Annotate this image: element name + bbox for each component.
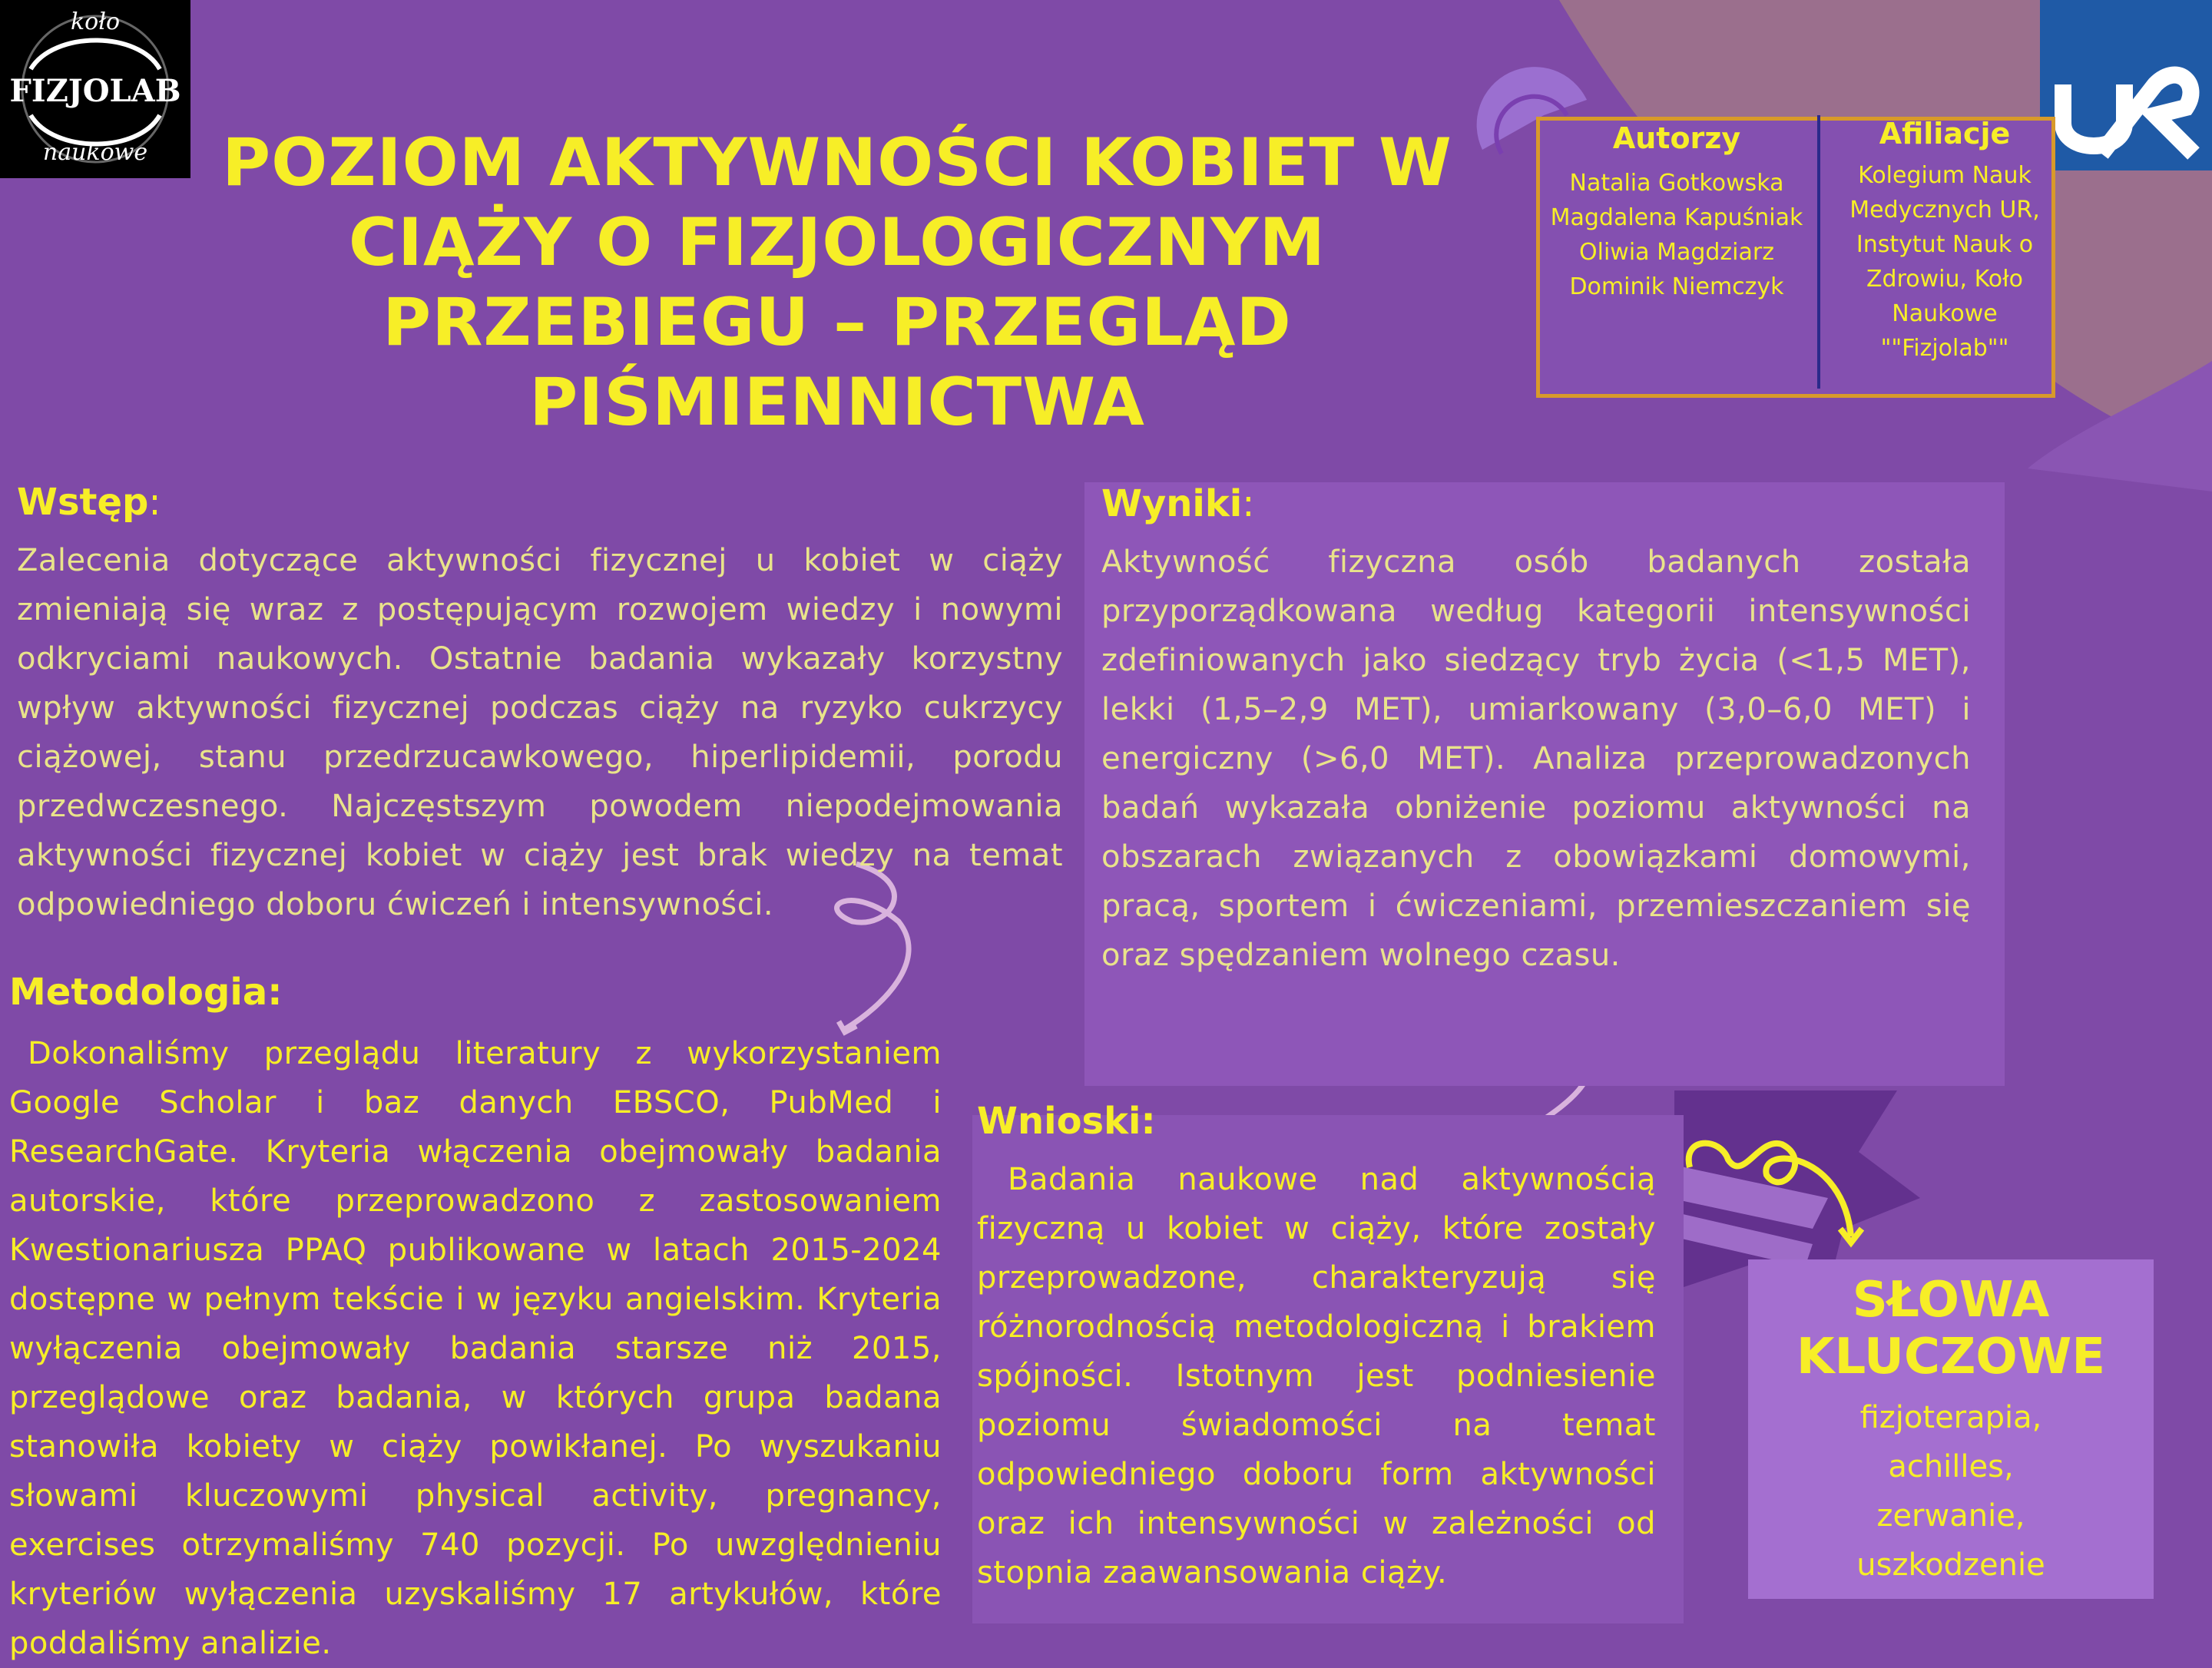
metodologia-heading: Metodologia: (9, 971, 283, 1014)
wyniki-text: Aktywność fizyczna osób badanych została przyporządkowana według kategorii intensywności zdefiniowanych jako siedzący tryb życia (<1,5 MET), lekki (1,5–2,9 MET), umiarkowany (3,0–6,0 MET) i energiczny (>6,0 MET). Analiza przeprowadzonych badań wykazała obniżenie poziomu aktywności na obszarach związanych z obowiązkami domowymi, pracą, sportem i ćwiczeniami, przemieszczaniem się oraz spędzaniem wolnego czasu. (1101, 544, 1971, 973)
affiliation-line: ""Fizjolab"" (1880, 335, 2009, 362)
affiliation-line: Naukowe (1892, 300, 1998, 327)
affiliation-line: Kolegium Nauk (1858, 162, 2032, 189)
keywords-heading (1748, 1272, 2154, 1385)
wnioski-heading: Wnioski: (977, 1100, 1156, 1143)
wstep-heading: Wstęp: (17, 481, 161, 524)
logo-text-main: FIZJOLAB (9, 73, 181, 109)
fizjolab-logo-art (0, 0, 190, 178)
author-name: Magdalena Kapuśniak (1550, 204, 1803, 231)
wyniki-heading-label: Wyniki (1101, 482, 1243, 525)
logo-text-bottom: naukowe (42, 139, 148, 166)
authors-heading: Autorzy (1612, 121, 1741, 155)
keyword-item: zerwanie, (1876, 1498, 2025, 1534)
fizjolab-logo (0, 0, 190, 178)
wstep-text: Zalecenia dotyczące aktywności fizycznej u kobiet w ciąży zmieniają się wraz z postępującym rozwojem wiedzy i nowymi odkryciami naukowych. Ostatnie badania wykazały korzystny wpływ aktywności fizycznej podczas ciąży na ryzyko cukrzycy ciążowej, stanu przedrzucawkowego, hiperlipidemii, porodu przedwczesnego. Najczęstszym powodem niepodejmowania aktywności fizycznej kobiet w ciąży jest brak wiedzy na temat odpowiedniego doboru ćwiczeń i intensywności. (17, 543, 1063, 922)
wnioski-text: Badania naukowe nad aktywnością fizyczną u kobiet w ciąży, które zostały przeprowadzone, charakteryzują się różnorodnością metodologiczną i brakiem spójności. Istotnym jest podniesienie poziomu świadomości na temat odpowiedniego doboru form aktywności oraz ich intensywności w zależności od stopnia zaawansowania ciąży. (977, 1162, 1656, 1590)
affiliation-line: Medycznych UR, (1849, 197, 2040, 223)
keyword-item: uszkodzenie (1856, 1547, 2045, 1583)
logo-text-top: koło (70, 8, 121, 35)
affiliation-line: Instytut Nauk o (1856, 231, 2034, 258)
keywords-list (1748, 1393, 2154, 1590)
keyword-item: fizjoterapia, (1859, 1400, 2042, 1435)
keywords-heading-line2: KLUCZOWE (1796, 1329, 2106, 1385)
affiliation-line: Zdrowiu, Koło (1866, 266, 2023, 293)
keyword-item: achilles, (1888, 1449, 2014, 1484)
authors-column (1536, 121, 1817, 304)
poster-title: POZIOM AKTYWNOŚCI KOBIET W CIĄŻY O FIZJOLOGICZNYM PRZEBIEGU – PRZEGLĄD PIŚMIENNICTWA (222, 124, 1452, 441)
info-divider (1817, 115, 1820, 389)
metodologia-text: Dokonaliśmy przeglądu literatury z wykorzystaniem Google Scholar i baz danych EBSCO, PubMed i ResearchGate. Kryteria włączenia obejmowały badania autorskie, które przeprowadzono z zastosowaniem Kwestionariusza PPAQ publikowane w latach 2015-2024 dostępne w pełnym tekście i w języku angielskim. Kryteria wyłączenia obejmowały badania starsze niż 2015, przeglądowe oraz badania, w których grupa badana stanowiła kobiety w ciąży powikłanej. Po wyszukaniu słowami kluczowymi physical activity, pregnancy, exercises otrzymaliśmy 740 pozycji. Po uwzględnieniu kryteriów wyłączenia uzyskaliśmy 17 artykułów, które poddaliśmy analizie. (9, 1036, 942, 1661)
keywords-heading-line1: SŁOWA (1852, 1272, 2050, 1329)
author-name: Oliwia Magdziarz (1579, 239, 1774, 266)
author-name: Natalia Gotkowska (1569, 170, 1784, 197)
author-name: Dominik Niemczyk (1569, 273, 1784, 300)
wyniki-heading: Wyniki: (1101, 482, 1255, 525)
wstep-heading-label: Wstęp (17, 481, 149, 524)
affiliation-heading: Afiliacje (1879, 117, 2011, 151)
affiliation-column (1822, 117, 2068, 366)
